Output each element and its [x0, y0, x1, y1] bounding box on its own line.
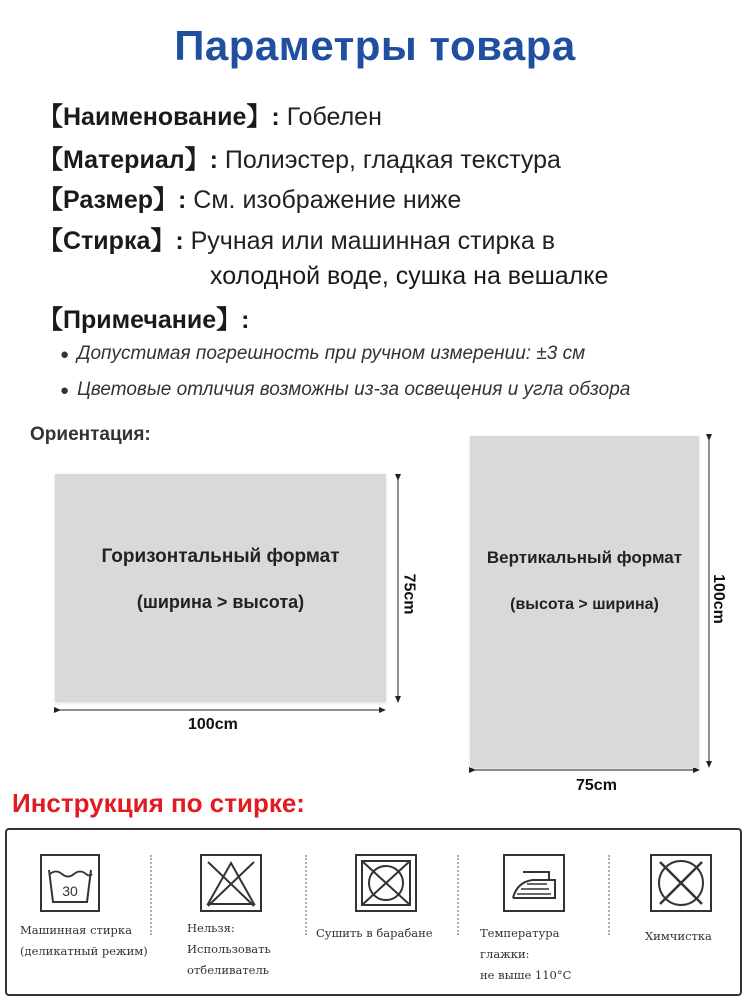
horizontal-format-subtitle: (ширина > высота)	[136, 592, 305, 612]
caption-line: Машинная стирка	[20, 923, 132, 937]
caption-line: Нельзя:	[187, 921, 235, 935]
no-dry-clean-icon	[650, 854, 712, 912]
param-value: Гобелен	[279, 103, 382, 131]
care-caption-tumble	[316, 923, 433, 944]
param-value: Ручная или машинная стирка в	[183, 227, 556, 255]
note-text: Допустимая погрешность при ручном измерении: ±3 см	[77, 343, 586, 364]
caption-line: глажки:	[480, 947, 530, 961]
vertical-height-label: 100cm	[709, 574, 727, 624]
note-key: 【Примечание】:	[38, 306, 250, 334]
caption-line: Использовать	[187, 942, 271, 956]
horizontal-height-label: 75cm	[400, 573, 418, 615]
separator	[150, 855, 152, 935]
param-key: 【Стирка】:	[38, 227, 184, 255]
care-caption-bleach	[187, 918, 271, 981]
vertical-width-label: 75cm	[576, 777, 617, 794]
param-key: 【Материал】:	[38, 146, 218, 174]
horizontal-width-label: 100cm	[188, 716, 238, 733]
caption-line: Температура	[480, 926, 560, 940]
care-caption-iron	[480, 923, 571, 986]
separator	[608, 855, 610, 935]
horizontal-format-title: Горизонтальный формат	[101, 546, 340, 567]
care-caption-wash	[20, 920, 148, 962]
page-title: Параметры товара	[174, 22, 576, 69]
no-tumble-dry-icon	[355, 854, 417, 912]
param-key: 【Наименование】:	[38, 103, 280, 131]
separator	[457, 855, 459, 935]
no-bleach-icon	[200, 854, 262, 912]
param-key: 【Размер】:	[38, 186, 187, 214]
wash-30-icon	[40, 854, 100, 912]
iron-icon	[503, 854, 565, 912]
caption-line: Сушить в барабане	[316, 926, 433, 940]
caption-line: отбеливатель	[187, 963, 270, 977]
care-caption-dryclean	[645, 926, 712, 947]
note-text: Цветовые отличия возможны из-за освещения и угла обзора	[77, 379, 631, 400]
param-wash-continuation: холодной воде, сушка на вешалке	[210, 262, 609, 290]
bullet-icon: ●	[60, 346, 70, 363]
caption-line: (деликатный режим)	[20, 944, 148, 958]
wash-instructions-title: Инструкция по стирке:	[12, 788, 305, 818]
vertical-format-subtitle: (высота > ширина)	[510, 596, 659, 613]
param-value: См. изображение ниже	[186, 186, 462, 214]
caption-line: Химчистка	[645, 929, 712, 943]
orientation-label: Ориентация:	[30, 424, 151, 445]
vertical-format-box	[470, 436, 699, 768]
bullet-icon: ●	[60, 382, 70, 399]
caption-line: не выше 110°C	[480, 968, 572, 982]
separator	[305, 855, 307, 935]
param-value: Полиэстер, гладкая текстура	[217, 146, 561, 174]
wash-temp-text: 30	[62, 883, 78, 899]
vertical-format-title: Вертикальный формат	[486, 548, 683, 567]
